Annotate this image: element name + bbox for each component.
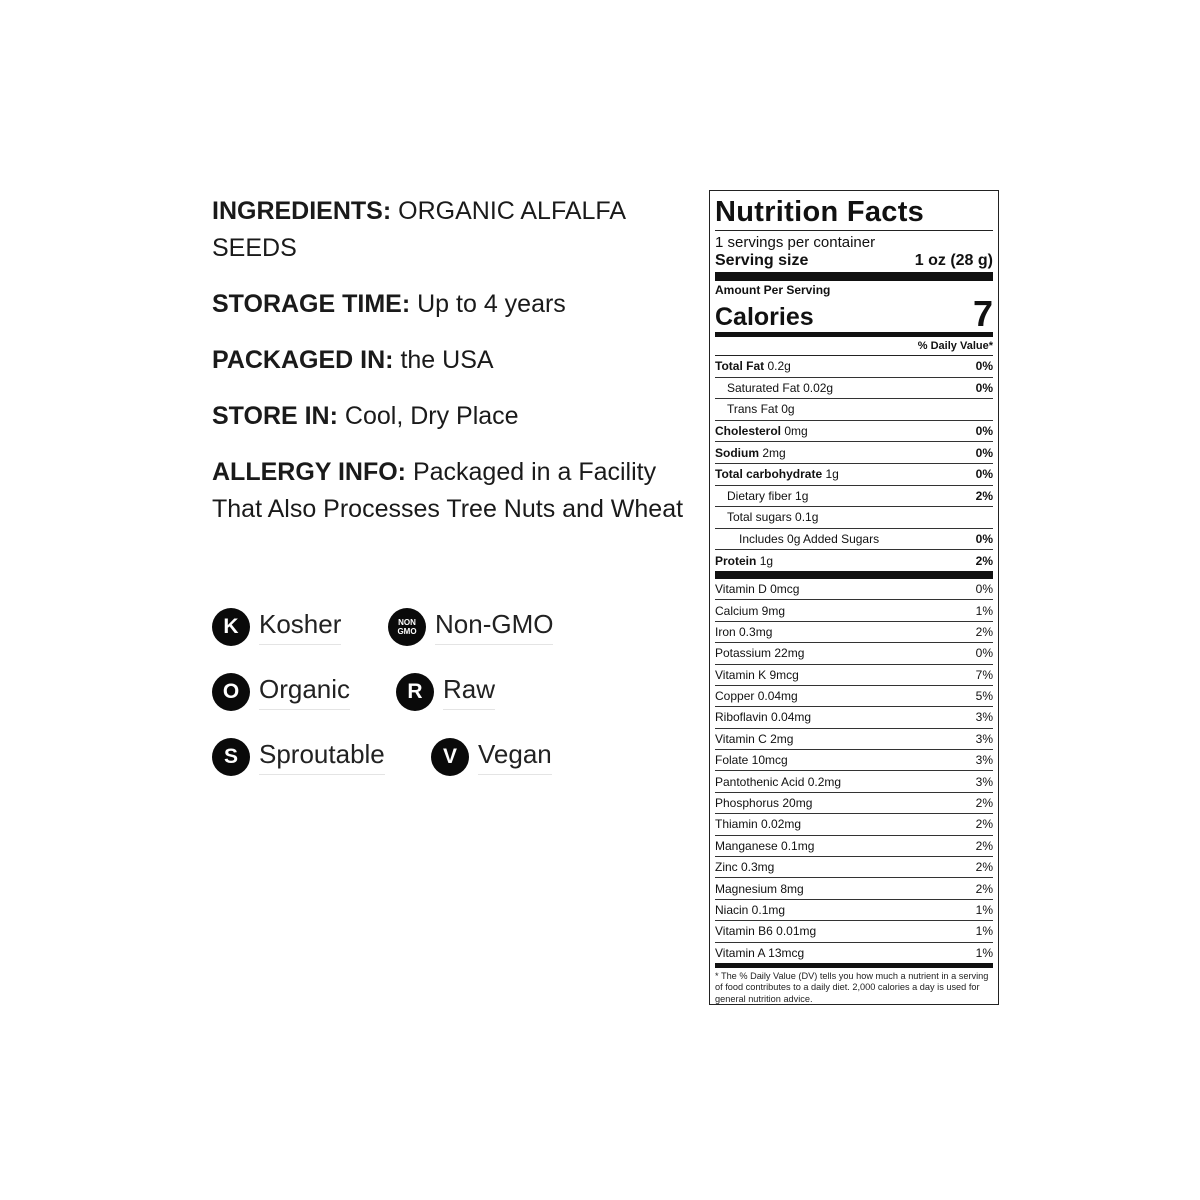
- vitamin-dv: 3%: [975, 731, 993, 746]
- nutrient-name: Cholesterol: [715, 424, 782, 439]
- badge-label: Vegan: [478, 739, 552, 775]
- product-info: [212, 193, 692, 547]
- nutrient-row: [715, 529, 993, 551]
- store-in-label: STORE IN:: [212, 402, 338, 430]
- storage-time-line: [212, 286, 692, 323]
- daily-value-footnote: * The % Daily Value (DV) tells you how much a nutrient in a serving of food contributes to a daily diet. 2,000 calories a day is used for general nutrition advice.: [715, 970, 989, 1004]
- vitamin-name: Niacin 0.1mg: [715, 902, 786, 917]
- vitamin-dv: 2%: [975, 860, 993, 875]
- vitamin-dv: 2%: [975, 838, 993, 853]
- nutrient-name: Sodium: [715, 445, 759, 460]
- nutrient-amount: 1g: [825, 467, 839, 482]
- nutrient-amount: 1g: [759, 553, 774, 568]
- nutrient-dv: 0%: [975, 424, 993, 439]
- vitamin-dv: 2%: [975, 881, 993, 896]
- vitamin-dv: 0%: [975, 646, 993, 661]
- badge-vegan[interactable]: [431, 738, 552, 776]
- vitamin-dv: 1%: [975, 902, 993, 917]
- vitamin-name: Thiamin 0.02mg: [715, 817, 802, 832]
- vitamin-row: [715, 814, 993, 835]
- vitamin-dv: 2%: [975, 624, 993, 639]
- nutrient-row: [715, 464, 993, 486]
- nutrient-name: Total carbohydrate: [715, 467, 823, 482]
- vitamin-row: [715, 836, 993, 857]
- nutrient-amount: 0.1g: [795, 510, 819, 525]
- vitamin-dv: 2%: [975, 817, 993, 832]
- badge-non-gmo[interactable]: [388, 608, 553, 646]
- vitamin-name: Folate 10mcg: [715, 753, 788, 768]
- store-in-value: Cool, Dry Place: [344, 402, 519, 430]
- vitamin-dv: 3%: [975, 710, 993, 725]
- vitamin-name: Vitamin K 9mcg: [715, 667, 799, 682]
- vitamin-name: Vitamin C 2mg: [715, 731, 794, 746]
- nutrient-row: [715, 442, 993, 464]
- badge-kosher[interactable]: [212, 608, 341, 646]
- packaged-in-line: [212, 342, 692, 379]
- vitamin-dv: 0%: [975, 582, 993, 597]
- sproutable-icon: S: [212, 738, 250, 776]
- nutrient-name: Protein: [715, 553, 757, 568]
- vitamin-dv: 3%: [975, 753, 993, 768]
- nutrient-dv: 0%: [975, 467, 993, 482]
- vitamin-list: [715, 579, 993, 968]
- vitamin-row: [715, 857, 993, 878]
- vitamin-row: [715, 771, 993, 792]
- allergy-label: ALLERGY INFO:: [212, 458, 406, 486]
- vegan-icon: V: [431, 738, 469, 776]
- vitamin-dv: 2%: [975, 796, 993, 811]
- nutrient-name: Total sugars: [727, 510, 792, 525]
- vitamin-row: [715, 900, 993, 921]
- vitamin-row: [715, 686, 993, 707]
- ingredients-label: INGREDIENTS:: [212, 197, 392, 225]
- nutrient-dv: 0%: [975, 380, 993, 395]
- badge-label: Sproutable: [259, 739, 385, 775]
- allergy-line: [212, 454, 692, 528]
- servings-per-container: 1 servings per container: [715, 234, 876, 251]
- vitamin-row: [715, 921, 993, 942]
- storage-time-label: STORAGE TIME:: [212, 290, 411, 318]
- vitamin-dv: 1%: [975, 945, 993, 960]
- ingredients-line: [212, 193, 692, 267]
- vitamin-name: Magnesium 8mg: [715, 881, 804, 896]
- badge-label: Non-GMO: [435, 609, 553, 645]
- nutrient-name: Trans Fat: [727, 402, 778, 417]
- vitamin-name: Zinc 0.3mg: [715, 860, 775, 875]
- badge-organic[interactable]: [212, 673, 350, 711]
- nutrient-row: [715, 486, 993, 508]
- nutrient-row: [715, 507, 993, 529]
- serving-size-label: Serving size: [715, 252, 809, 269]
- nutrient-amount: 0g: [781, 402, 795, 417]
- allergy-value: Packaged in a Facility That Also Processes Tree Nuts and Wheat: [212, 458, 684, 523]
- vitamin-row: [715, 750, 993, 771]
- vitamin-dv: 1%: [975, 603, 993, 618]
- vitamin-row: [715, 600, 993, 621]
- nutrient-name: Dietary fiber: [727, 488, 792, 503]
- ingredients-value: ORGANIC ALFALFA SEEDS: [212, 197, 625, 262]
- calories-row: [715, 293, 993, 337]
- vitamin-row: [715, 643, 993, 664]
- vitamin-name: Iron 0.3mg: [715, 624, 773, 639]
- nutrient-row: [715, 399, 993, 421]
- vitamin-name: Riboflavin 0.04mg: [715, 710, 812, 725]
- vitamin-name: Phosphorus 20mg: [715, 796, 813, 811]
- vitamin-name: Potassium 22mg: [715, 646, 805, 661]
- nutrient-dv: 0%: [975, 359, 993, 374]
- badge-label: Raw: [443, 674, 495, 710]
- vitamin-name: Calcium 9mg: [715, 603, 786, 618]
- vitamin-row: [715, 943, 993, 968]
- organic-icon: O: [212, 673, 250, 711]
- nutrient-amount: 0.2g: [767, 359, 791, 374]
- nutrient-name: Total Fat: [715, 359, 765, 374]
- packaged-in-label: PACKAGED IN:: [212, 346, 394, 374]
- nutrition-facts-title: Nutrition Facts: [715, 195, 993, 231]
- calories-value: 7: [972, 293, 993, 334]
- nutrient-row: [715, 378, 993, 400]
- vitamin-row: [715, 707, 993, 728]
- vitamin-row: [715, 622, 993, 643]
- vitamin-dv: 7%: [975, 667, 993, 682]
- nutrient-row: [715, 550, 993, 579]
- vitamin-dv: 1%: [975, 924, 993, 939]
- nutrition-facts-panel: [709, 190, 999, 1005]
- daily-value-header: % Daily Value*: [715, 337, 993, 356]
- nutrient-dv: 0%: [975, 532, 993, 547]
- nutrient-name: Saturated Fat: [727, 380, 800, 395]
- vitamin-row: [715, 729, 993, 750]
- nutrient-row: [715, 356, 993, 378]
- vitamin-row: [715, 793, 993, 814]
- vitamin-name: Pantothenic Acid 0.2mg: [715, 774, 842, 789]
- calories-label: Calories: [715, 303, 814, 331]
- vitamin-name: Vitamin B6 0.01mg: [715, 924, 817, 939]
- vitamin-name: Vitamin D 0mcg: [715, 582, 800, 597]
- amount-per-serving: Amount Per Serving: [715, 283, 831, 297]
- serving-size-row: [715, 251, 993, 281]
- vitamin-dv: 3%: [975, 774, 993, 789]
- nutrient-dv: 2%: [975, 488, 993, 503]
- vitamin-row: [715, 579, 993, 600]
- packaged-in-value: the USA: [400, 346, 494, 374]
- vitamin-name: Vitamin A 13mcg: [715, 945, 805, 960]
- nutrient-name: Includes 0g Added Sugars: [739, 532, 880, 547]
- vitamin-dv: 5%: [975, 689, 993, 704]
- vitamin-row: [715, 878, 993, 899]
- nutrient-amount: 1g: [795, 488, 809, 503]
- serving-size-value: 1 oz (28 g): [914, 252, 993, 269]
- vitamin-name: Copper 0.04mg: [715, 689, 798, 704]
- badge-label: Kosher: [259, 609, 341, 645]
- nutrient-amount: 0.02g: [803, 380, 834, 395]
- non-gmo-icon: NON GMO: [388, 608, 426, 646]
- vitamin-name: Manganese 0.1mg: [715, 838, 815, 853]
- badge-sproutable[interactable]: [212, 738, 385, 776]
- nutrient-dv: 0%: [975, 445, 993, 460]
- nutrient-dv: 2%: [975, 553, 993, 568]
- raw-icon: R: [396, 673, 434, 711]
- nutrient-row: [715, 421, 993, 443]
- kosher-icon: K: [212, 608, 250, 646]
- badge-label: Organic: [259, 674, 350, 710]
- vitamin-row: [715, 665, 993, 686]
- storage-time-value: Up to 4 years: [417, 290, 566, 318]
- nutrient-amount: 0mg: [784, 424, 808, 439]
- store-in-line: [212, 398, 692, 435]
- badge-raw[interactable]: [396, 673, 495, 711]
- nutrient-amount: 2mg: [762, 445, 786, 460]
